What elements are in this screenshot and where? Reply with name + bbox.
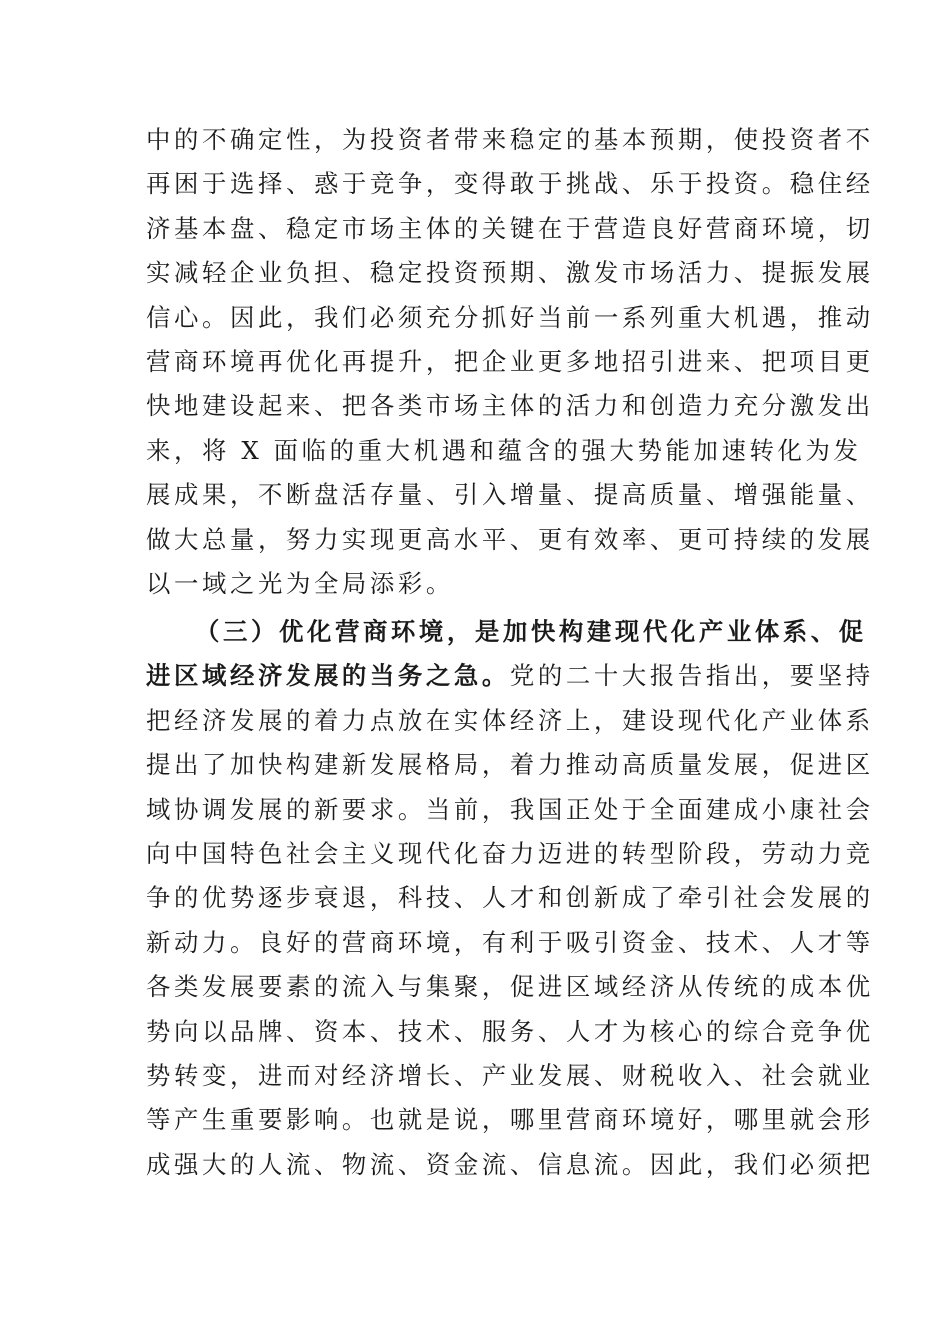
text-line: 向中国特色社会主义现代化奋力迈进的转型阶段，劳动力竞 — [146, 838, 874, 868]
text-line: 再困于选择、惑于竞争，变得敢于挑战、乐于投资。稳住经 — [146, 169, 874, 199]
text-run: 党的二十大报告指出，要坚持 — [509, 661, 874, 691]
text-line: 把经济发展的着力点放在实体经济上，建设现代化产业体系 — [146, 705, 874, 735]
text-line: 做大总量，努力实现更高水平、更有效率、更可持续的发展 — [146, 524, 874, 554]
section-heading: （三）优化营商环境，是加快构建现代化产业体系、促 — [195, 617, 867, 646]
text-line: 信心。因此，我们必须充分抓好当前一系列重大机遇，推动 — [146, 302, 874, 332]
paragraph-1 — [146, 118, 874, 606]
text-line: 争的优势逐步衰退，科技、人才和创新成了牵引社会发展的 — [146, 883, 874, 913]
text-line: 实减轻企业负担、稳定投资预期、激发市场活力、提振发展 — [146, 258, 874, 288]
text-line: 快地建设起来、把各类市场主体的活力和创造力充分激发出 — [146, 391, 874, 421]
text-line: 济基本盘、稳定市场主体的关键在于营造良好营商环境，切 — [146, 213, 874, 243]
text-line: 来，将 X 面临的重大机遇和蕴含的强大势能加速转化为发 — [146, 435, 862, 465]
paragraph-2 — [146, 610, 874, 1187]
text-line: 等产生重要影响。也就是说，哪里营商环境好，哪里就会形 — [146, 1105, 874, 1135]
text-line: 营商环境再优化再提升，把企业更多地招引进来、把项目更 — [146, 346, 874, 376]
text-line: 展成果，不断盘活存量、引入增量、提高质量、增强能量、 — [146, 480, 874, 510]
section-heading-continued: 进区域经济发展的当务之急。 — [146, 661, 510, 691]
text-line: 新动力。良好的营商环境，有利于吸引资金、技术、人才等 — [146, 927, 874, 957]
text-line: 势转变，进而对经济增长、产业发展、财税收入、社会就业 — [146, 1060, 874, 1090]
text-line: 势向以品牌、资本、技术、服务、人才为核心的综合竞争优 — [146, 1016, 874, 1046]
text-line: 域协调发展的新要求。当前，我国正处于全面建成小康社会 — [146, 794, 874, 824]
text-line: 各类发展要素的流入与集聚，促进区域经济从传统的成本优 — [146, 972, 874, 1002]
text-line: 提出了加快构建新发展格局，着力推动高质量发展，促进区 — [146, 750, 874, 780]
text-line: 以一域之光为全局添彩。 — [146, 568, 454, 598]
text-line: 成强大的人流、物流、资金流、信息流。因此，我们必须把 — [146, 1149, 874, 1179]
text-line — [146, 654, 874, 698]
section-heading-line — [146, 610, 867, 654]
text-line: 中的不确定性，为投资者带来稳定的基本预期，使投资者不 — [146, 125, 874, 154]
